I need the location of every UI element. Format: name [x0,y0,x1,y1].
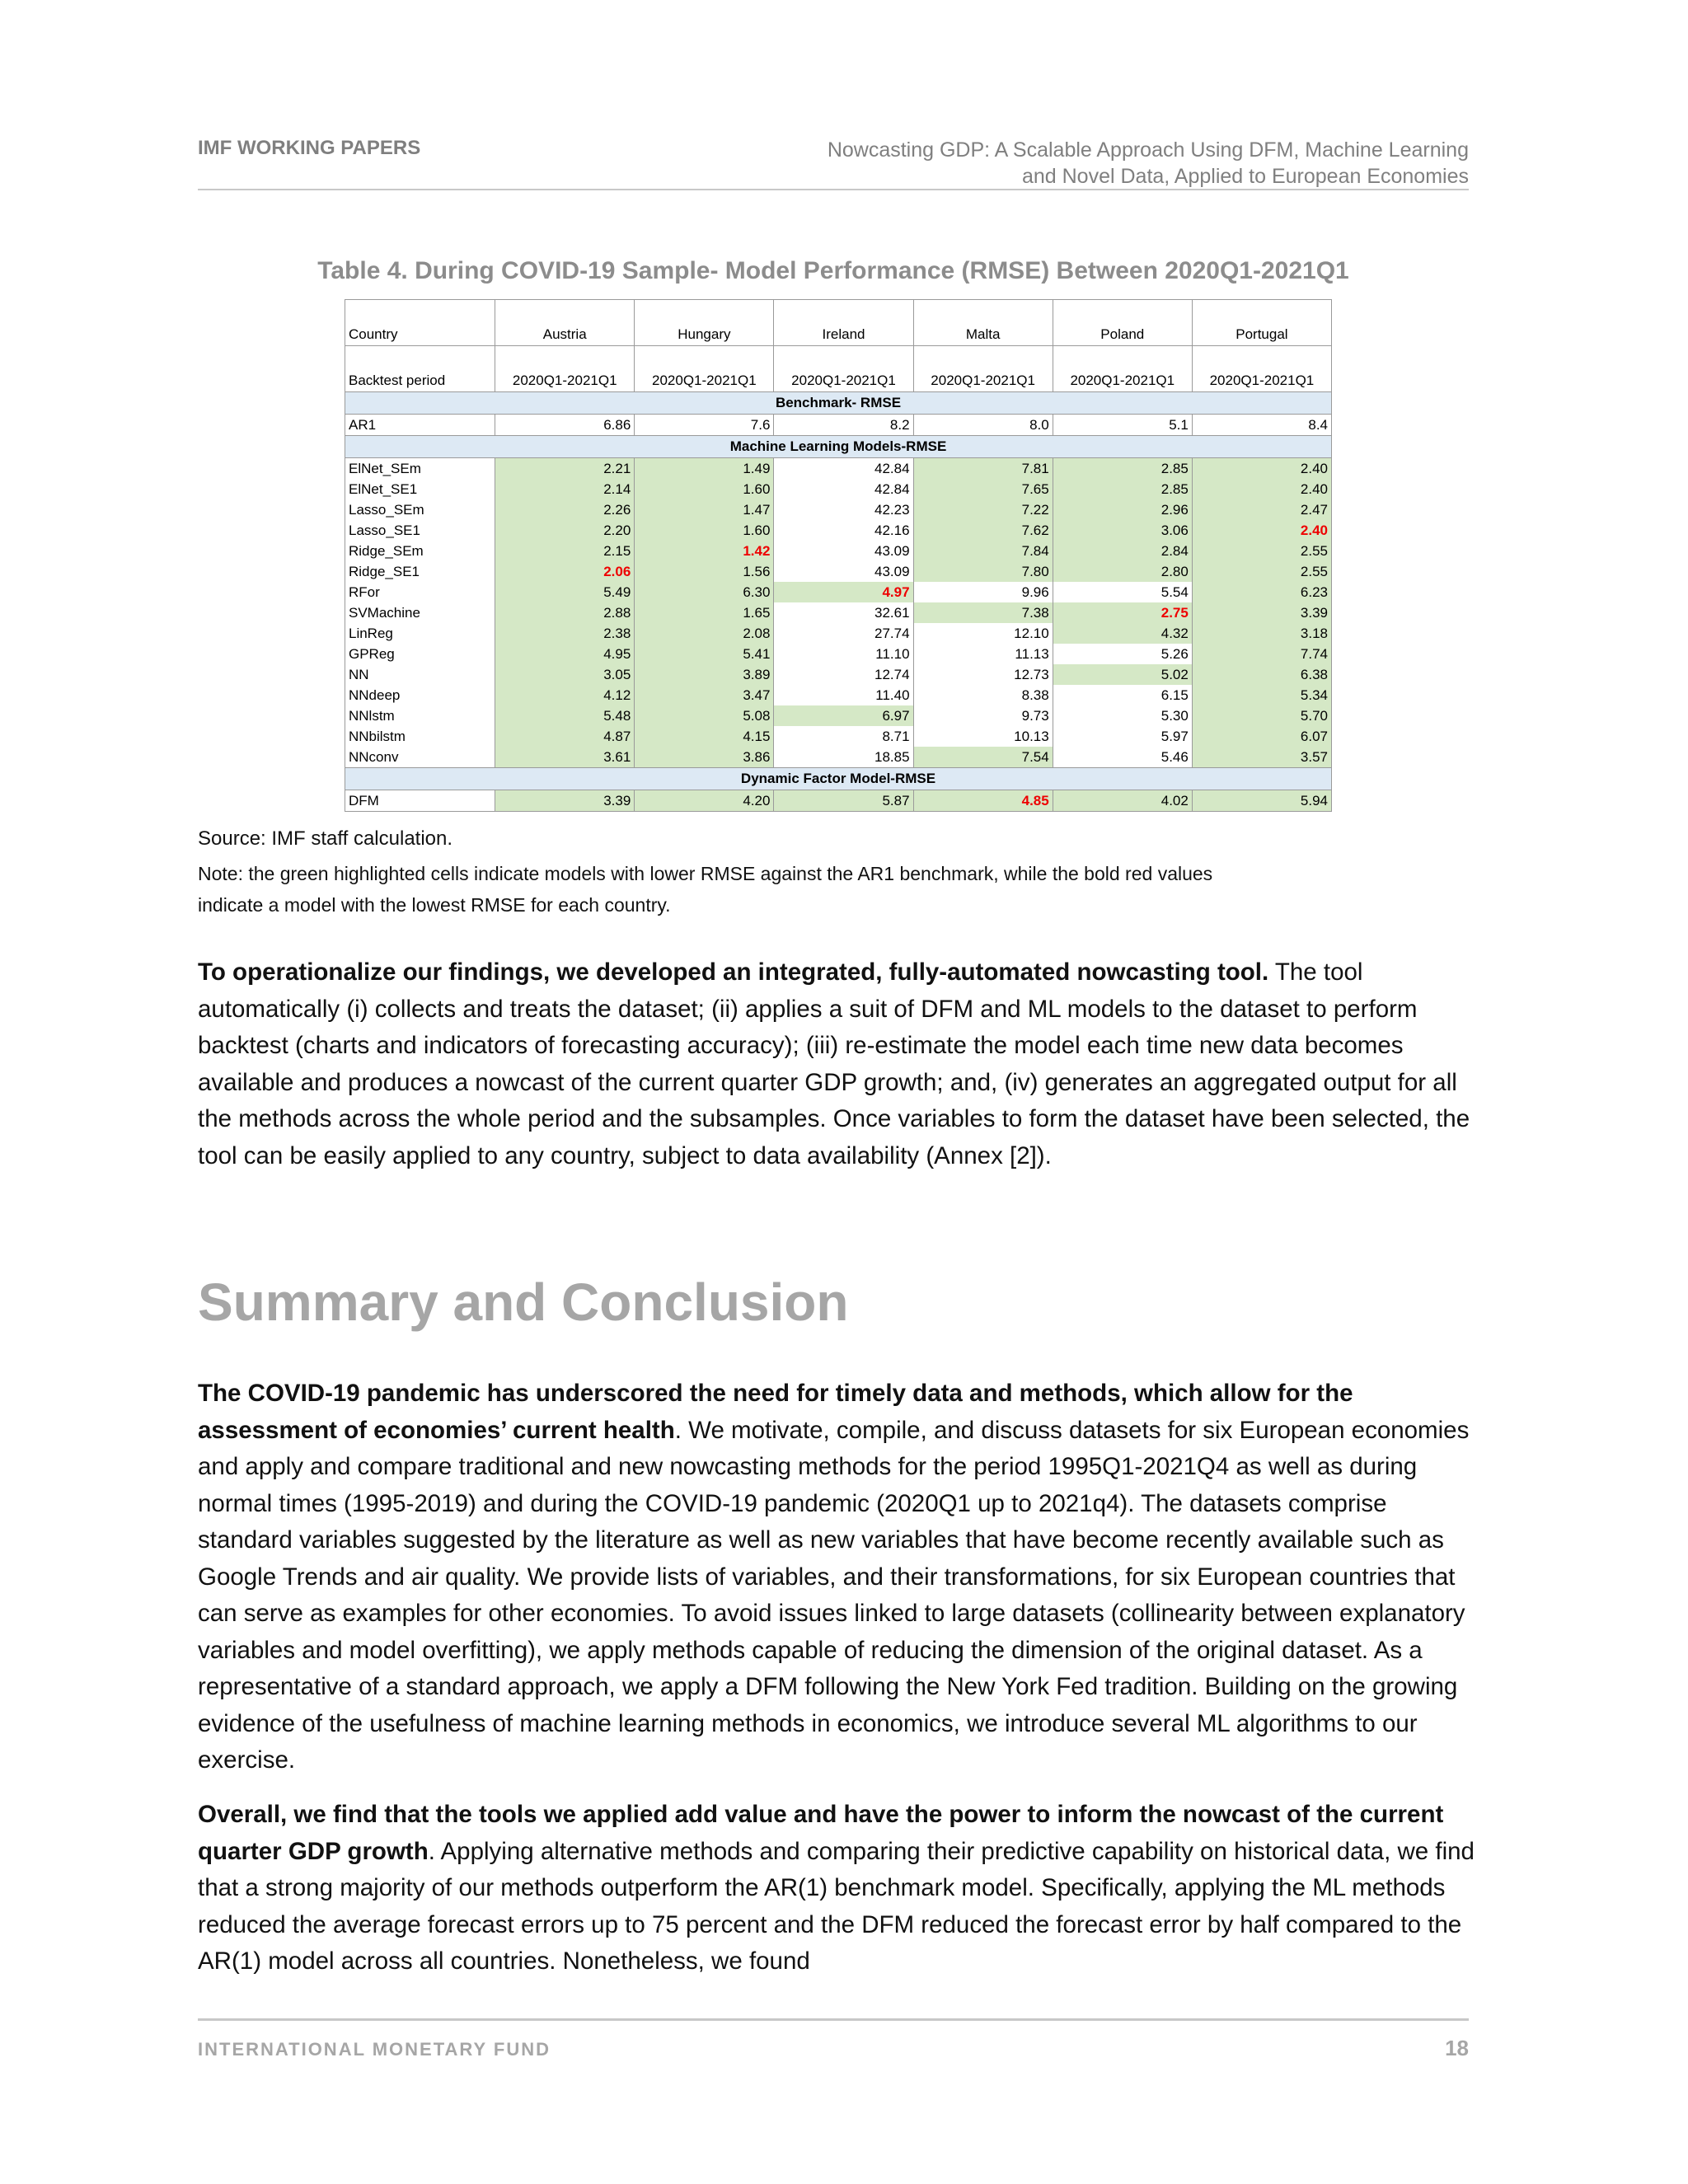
footer-divider [198,2018,1469,2021]
country-header: Hungary [635,300,774,346]
section-title: Benchmark- RMSE [345,392,1332,415]
period-cell: 2020Q1-2021Q1 [774,346,913,392]
rmse-cell: 18.85 [774,747,913,768]
table-row [345,415,1332,436]
model-name: NNconv [345,747,495,768]
rmse-cell: 7.65 [913,479,1053,499]
header-divider [198,189,1469,190]
country-header: Austria [495,300,635,346]
table-row [345,747,1332,768]
rmse-cell: 2.88 [495,602,635,623]
rmse-cell: 2.84 [1053,541,1192,561]
rmse-cell: 6.86 [495,415,635,436]
country-header: Ireland [774,300,913,346]
rmse-cell: 5.41 [635,644,774,664]
paragraph-overall-body: . Applying alternative methods and comparing their predictive capability on historical data, we find that a strong majority of our methods outperform the AR(1) benchmark model. Specifically, applying the ML methods reduced the average forecast errors up to 75 percent and the DFM reduced the forecast error by half compared to the AR(1) model across all countries. Nonetheless, we found [198,1837,1475,1975]
paragraph-operationalize-lead: To operationalize our findings, we developed an integrated, fully-automated nowcasting tool. [198,958,1269,986]
rmse-cell: 1.60 [635,520,774,541]
model-name: Ridge_SE1 [345,561,495,582]
model-name: NN [345,664,495,685]
model-name: Lasso_SE1 [345,520,495,541]
rmse-cell: 2.26 [495,499,635,520]
rmse-cell: 27.74 [774,623,913,644]
rmse-cell: 2.40 [1192,520,1331,541]
rmse-cell: 4.12 [495,685,635,705]
table-row [345,664,1332,685]
country-header: Malta [913,300,1053,346]
backtest-period-row [345,346,1332,392]
rmse-cell: 5.94 [1192,790,1331,812]
rmse-cell: 4.02 [1053,790,1192,812]
rmse-cell: 5.34 [1192,685,1331,705]
rmse-cell: 4.85 [913,790,1053,812]
rmse-cell: 2.75 [1053,602,1192,623]
rmse-cell: 3.47 [635,685,774,705]
model-name: NNlstm [345,705,495,726]
rmse-cell: 7.6 [635,415,774,436]
period-cell: 2020Q1-2021Q1 [635,346,774,392]
rmse-cell: 5.1 [1053,415,1192,436]
rmse-cell: 4.97 [774,582,913,602]
rmse-cell: 7.38 [913,602,1053,623]
rmse-cell: 2.96 [1053,499,1192,520]
footer-publisher: INTERNATIONAL MONETARY FUND [198,2039,551,2060]
rmse-cell: 5.30 [1053,705,1192,726]
rmse-cell: 5.26 [1053,644,1192,664]
rmse-cell: 6.30 [635,582,774,602]
rmse-cell: 4.87 [495,726,635,747]
rmse-cell: 6.07 [1192,726,1331,747]
rmse-cell: 2.38 [495,623,635,644]
rmse-cell: 7.74 [1192,644,1331,664]
rmse-cell: 10.13 [913,726,1053,747]
table-note [198,858,1467,921]
rmse-cell: 8.2 [774,415,913,436]
model-name: Lasso_SEm [345,499,495,520]
table-row [345,644,1332,664]
table-row [345,458,1332,480]
rmse-cell: 12.74 [774,664,913,685]
rmse-cell: 2.06 [495,561,635,582]
table-row [345,790,1332,812]
rmse-cell: 9.73 [913,705,1053,726]
rmse-cell: 2.40 [1192,479,1331,499]
rmse-cell: 8.4 [1192,415,1331,436]
paragraph-overall-lead: Overall, we find that the tools we applied add value and have the power to inform the nowcast of the current quarter GDP growth [198,1801,1444,1865]
rmse-cell: 6.38 [1192,664,1331,685]
period-cell: 2020Q1-2021Q1 [913,346,1053,392]
rmse-cell: 2.20 [495,520,635,541]
table-row [345,479,1332,499]
rmse-cell: 5.87 [774,790,913,812]
rmse-cell: 3.05 [495,664,635,685]
rmse-cell: 42.84 [774,479,913,499]
rmse-cell: 2.08 [635,623,774,644]
rmse-cell: 4.32 [1053,623,1192,644]
rmse-cell: 5.46 [1053,747,1192,768]
rmse-cell: 7.54 [913,747,1053,768]
rmse-cell: 2.40 [1192,458,1331,480]
rmse-cell: 11.10 [774,644,913,664]
rmse-table [345,299,1332,812]
model-name: LinReg [345,623,495,644]
rmse-cell: 5.48 [495,705,635,726]
model-name: DFM [345,790,495,812]
rmse-cell: 2.14 [495,479,635,499]
rmse-cell: 42.16 [774,520,913,541]
rmse-cell: 1.60 [635,479,774,499]
section-title: Machine Learning Models-RMSE [345,436,1332,458]
rmse-cell: 3.39 [1192,602,1331,623]
paragraph-covid-lead: The COVID-19 pandemic has underscored the need for timely data and methods, which allow for the assessment of economies’ current health [198,1380,1353,1444]
rmse-cell: 2.15 [495,541,635,561]
rmse-cell: 5.08 [635,705,774,726]
rmse-cell: 2.47 [1192,499,1331,520]
rmse-cell: 12.10 [913,623,1053,644]
table-row [345,602,1332,623]
rmse-cell: 8.0 [913,415,1053,436]
rmse-cell: 3.89 [635,664,774,685]
model-name: ElNet_SE1 [345,479,495,499]
rmse-cell: 4.15 [635,726,774,747]
paragraph-overall [198,1797,1479,1980]
rmse-cell: 3.86 [635,747,774,768]
rmse-cell: 32.61 [774,602,913,623]
rmse-cell: 3.18 [1192,623,1331,644]
rmse-cell: 6.15 [1053,685,1192,705]
paragraph-covid-body: . We motivate, compile, and discuss datasets for six European economies and apply and compare traditional and new nowcasting methods for the period 1995Q1-2021Q4 as well as during normal times (1995-2019) and during the COVID-19 pandemic (2020Q1 up to 2021q4). The datasets comprise standard variables suggested by the literature as well as new variables that have become recently available such as Google Trends and air quality. We provide lists of variables, and their transformations, for six European countries that can serve as examples for other economies. To avoid issues linked to large datasets (collinearity between explanatory variables and model overfitting), we apply methods capable of reducing the dimension of the original dataset. As a representative of a standard approach, we apply a DFM following the New York Fed tradition. Building on the growing evidence of the usefulness of machine learning methods in economics, we introduce several ML algorithms to our exercise. [198,1416,1470,1774]
rmse-cell: 2.80 [1053,561,1192,582]
table-row [345,582,1332,602]
period-cell: 2020Q1-2021Q1 [1053,346,1192,392]
table-section-header [345,768,1332,790]
rmse-cell: 11.40 [774,685,913,705]
rmse-cell: 5.54 [1053,582,1192,602]
paragraph-operationalize-body: The tool automatically (i) collects and treats the dataset; (ii) applies a suit of DFM and ML models to the dataset to perform backtest (charts and indicators of forecasting accuracy); (iii) re-estimate the model each time new data becomes available and produces a nowcast of the current quarter GDP growth; and, (iv) generates an aggregated output for all the methods across the whole period and the subsamples. Once variables to form the dataset have been selected, the tool can be easily applied to any country, subject to data availability (Annex [2]). [198,958,1470,1169]
table-row [345,726,1332,747]
rmse-cell: 5.02 [1053,664,1192,685]
rmse-cell: 3.61 [495,747,635,768]
table-row [345,561,1332,582]
rmse-cell: 5.70 [1192,705,1331,726]
rmse-cell: 1.42 [635,541,774,561]
rmse-cell: 9.96 [913,582,1053,602]
rmse-cell: 43.09 [774,541,913,561]
period-label: Backtest period [345,346,495,392]
table-section-header [345,392,1332,415]
table-section-header [345,436,1332,458]
rmse-cell: 1.56 [635,561,774,582]
rmse-cell: 2.21 [495,458,635,480]
model-name: GPReg [345,644,495,664]
table-row [345,499,1332,520]
table-caption: Table 4. During COVID-19 Sample- Model Performance (RMSE) Between 2020Q1-2021Q1 [317,257,1349,284]
rmse-cell: 8.38 [913,685,1053,705]
model-name: Ridge_SEm [345,541,495,561]
rmse-cell: 7.22 [913,499,1053,520]
rmse-cell: 8.71 [774,726,913,747]
rmse-cell: 1.65 [635,602,774,623]
model-name: NNdeep [345,685,495,705]
paragraph-operationalize [198,954,1479,1174]
rmse-cell: 2.55 [1192,541,1331,561]
header-title-line-1: Nowcasting GDP: A Scalable Approach Using DFM, Machine Learning [827,138,1469,162]
rmse-cell: 2.85 [1053,458,1192,480]
paragraph-covid [198,1376,1479,1779]
rmse-cell: 1.49 [635,458,774,480]
rmse-cell: 42.23 [774,499,913,520]
table-row [345,541,1332,561]
rmse-cell: 11.13 [913,644,1053,664]
rmse-cell: 6.23 [1192,582,1331,602]
rmse-cell: 1.47 [635,499,774,520]
rmse-cell: 42.84 [774,458,913,480]
table-row [345,623,1332,644]
rmse-cell: 6.97 [774,705,913,726]
header-title-line-2: and Novel Data, Applied to European Economies [1021,165,1469,188]
rmse-cell: 4.20 [635,790,774,812]
table-row [345,705,1332,726]
rmse-cell: 7.81 [913,458,1053,480]
rmse-cell: 43.09 [774,561,913,582]
table-note-line-2: indicate a model with the lowest RMSE for each country. [198,894,671,916]
country-header: Poland [1053,300,1192,346]
rmse-cell: 7.84 [913,541,1053,561]
rmse-cell: 3.06 [1053,520,1192,541]
table-note-line-1: Note: the green highlighted cells indicate models with lower RMSE against the AR1 benchmark, while the bold red values [198,863,1213,884]
header-journal-name: IMF WORKING PAPERS [198,137,421,159]
period-cell: 2020Q1-2021Q1 [1192,346,1331,392]
model-name: RFor [345,582,495,602]
rmse-cell: 5.97 [1053,726,1192,747]
rmse-cell: 12.73 [913,664,1053,685]
country-header: Portugal [1192,300,1331,346]
header-paper-title [828,137,1469,190]
table-source: Source: IMF staff calculation. [198,827,453,850]
rmse-cell: 5.49 [495,582,635,602]
model-name: NNbilstm [345,726,495,747]
rmse-cell: 2.55 [1192,561,1331,582]
section-title: Dynamic Factor Model-RMSE [345,768,1332,790]
rmse-cell: 7.62 [913,520,1053,541]
rmse-cell: 7.80 [913,561,1053,582]
rmse-cell: 2.85 [1053,479,1192,499]
table-row [345,520,1332,541]
page-number: 18 [1445,2036,1469,2060]
rmse-cell: 3.57 [1192,747,1331,768]
table-header-row [345,300,1332,346]
period-cell: 2020Q1-2021Q1 [495,346,635,392]
model-name: ElNet_SEm [345,458,495,480]
model-name: SVMachine [345,602,495,623]
country-label: Country [345,300,495,346]
model-name: AR1 [345,415,495,436]
rmse-cell: 4.95 [495,644,635,664]
section-heading-summary: Summary and Conclusion [198,1272,849,1332]
rmse-cell: 3.39 [495,790,635,812]
table-row [345,685,1332,705]
